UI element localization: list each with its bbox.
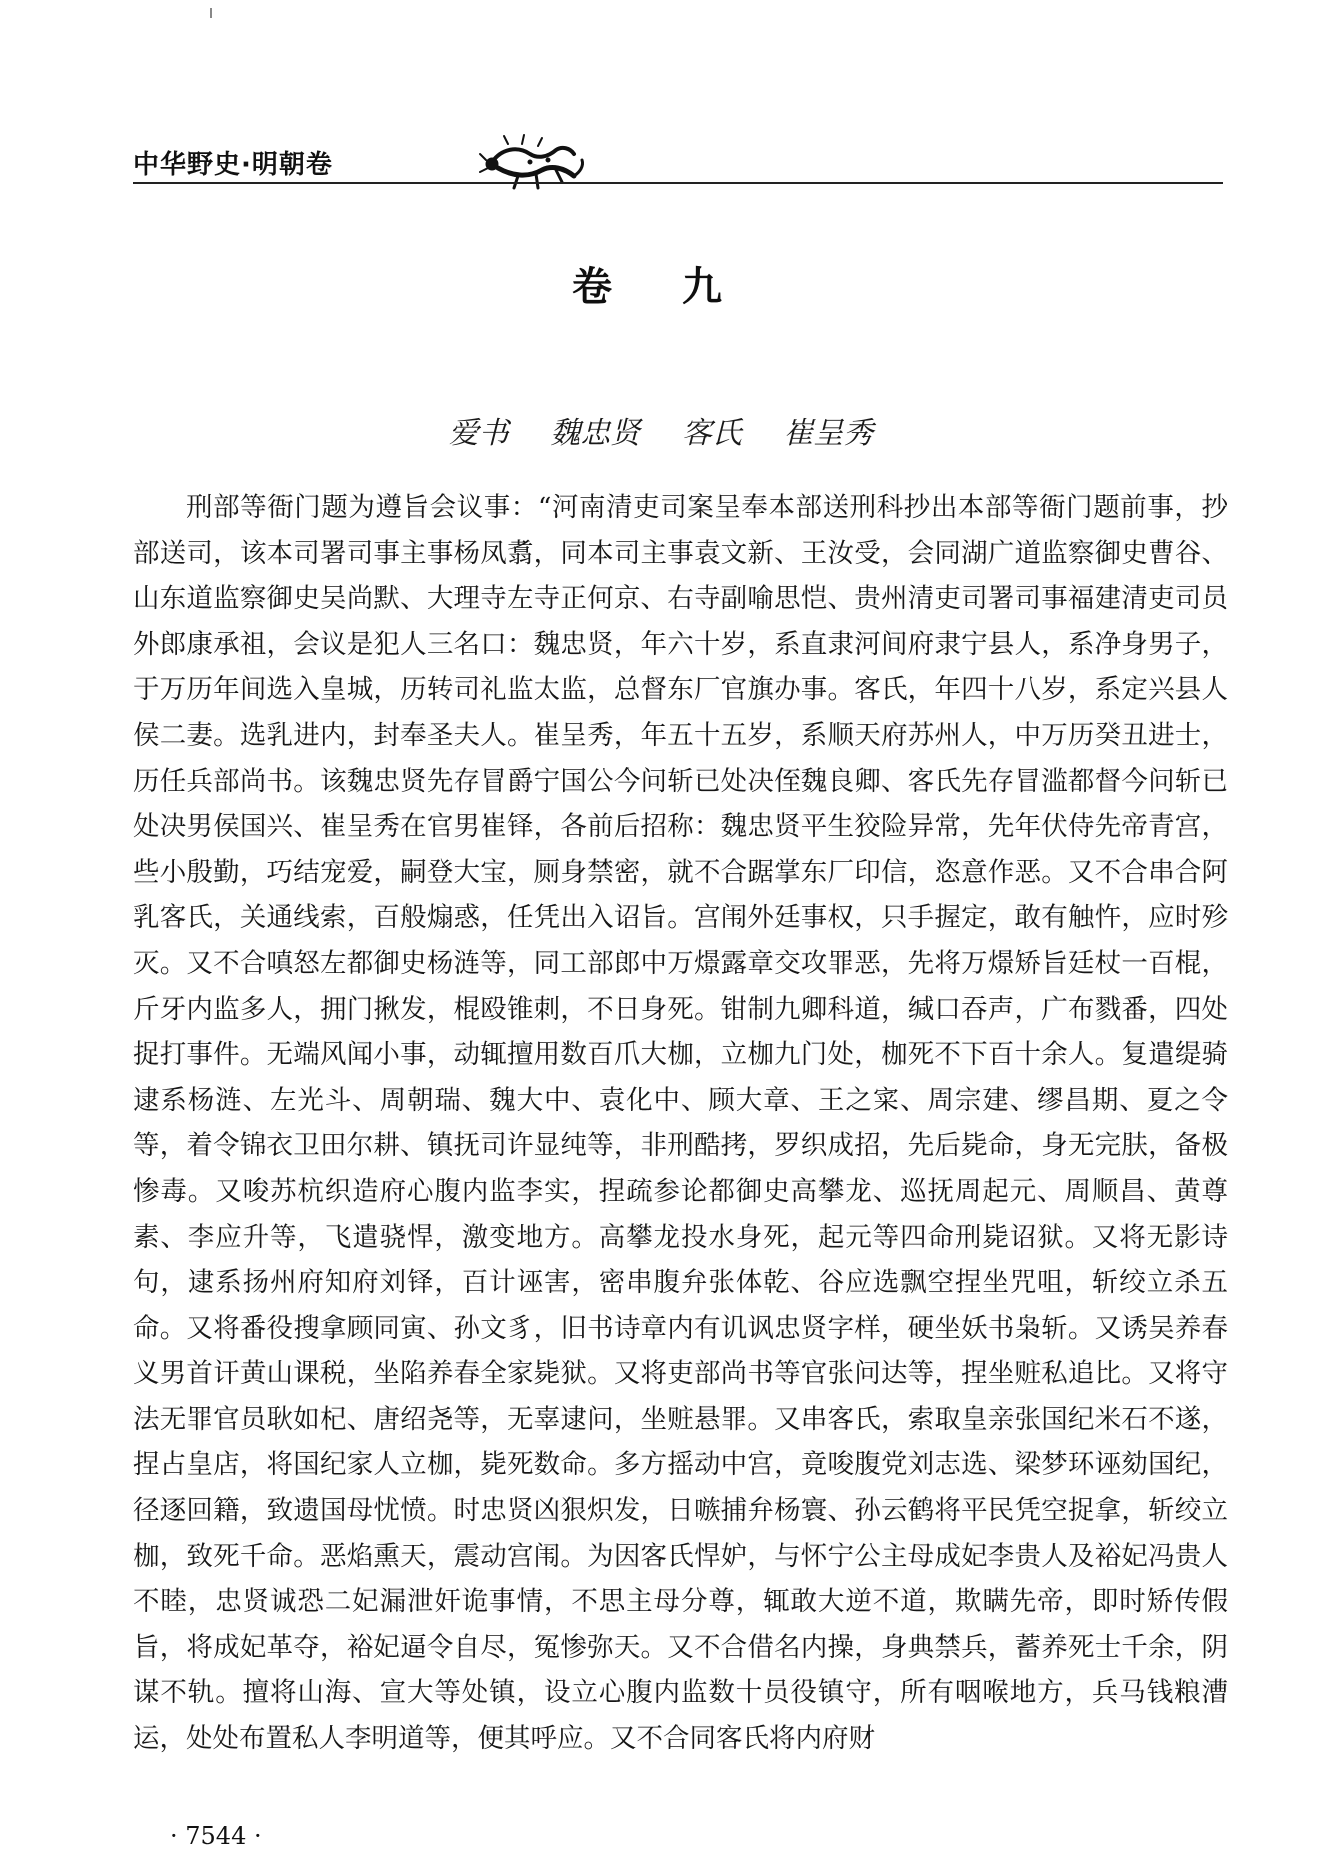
section-title-part: 爱书	[448, 416, 509, 451]
chapter-title: 卷 九	[572, 264, 750, 310]
dragon-ornament-icon	[478, 132, 588, 194]
running-head: 中华野史·明朝卷	[133, 150, 333, 180]
section-title-part: 魏忠贤	[550, 416, 641, 451]
section-title-part: 客氏	[681, 416, 742, 451]
section-title-part: 崔呈秀	[783, 416, 874, 451]
scan-artifact	[210, 8, 212, 18]
body-paragraph: 刑部等衙门题为遵旨会议事：“河南清吏司案呈奉本部送刑科抄出本部等衙门题前事，抄部送司，该本司署司事主事杨凤翥，同本司主事袁文新、王汝受，会同湖广道监察御史曹谷、山东道监察御史吴尚默、大理寺左寺正何京、右寺副喻思恺、贵州清吏司署司事福建清吏司员外郎康承祖，会议是犯人三名口：魏忠贤，年六十岁，系直隶河间府隶宁县人，系净身男子，于万历年间选入皇城，历转司礼监太监，总督东厂官旗办事。客氏，年四十八岁，系定兴县人侯二妻。选乳进内，封奉圣夫人。崔呈秀，年五十五岁，系顺天府苏州人，中万历癸丑进士，历任兵部尚书。该魏忠贤先存冒爵宁国公今问斩已处决侄魏良卿、客氏先存冒滥都督今问斩已处决男侯国兴、崔呈秀在官男崔铎，各前后招称：魏忠贤平生狡险异常，先年伏侍先帝青宫，些小殷勤，巧结宠爱，嗣登大宝，厕身禁密，就不合踞掌东厂印信，恣意作恶。又不合串合阿乳客氏，关通线索，百般煽惑，任凭出入诏旨。宫闱外廷事权，只手握定，敢有触忤，应时殄灭。又不合嗔怒左都御史杨涟等，同工部郎中万燝露章交攻罪恶，先将万燝矫旨廷杖一百棍，斤牙内监多人，拥门揪发，棍殴锥刺，不日身死。钳制九卿科道，缄口吞声，广布戮番，四处捉打事件。无端风闻小事，动辄擅用数百爪大枷，立枷九门处，枷死不下百十余人。复遣缇骑逮系杨涟、左光斗、周朝瑞、魏大中、袁化中、顾大章、王之寀、周宗建、缪昌期、夏之令等，着令锦衣卫田尔耕、镇抚司许显纯等，非刑酷拷，罗织成招，先后毙命，身无完肤，备极惨毒。又唆苏杭织造府心腹内监李实，捏疏参论都御史高攀龙、巡抚周起元、周顺昌、黄尊素、李应升等，飞遣骁悍，激变地方。高攀龙投水身死，起元等四命刑毙诏狱。又将无影诗句，逮系扬州府知府刘铎，百计诬害，密串腹弁张体乾、谷应选飘空捏坐咒咀，斩绞立杀五命。又将番役搜拿顾同寅、孙文豸，旧书诗章内有讥讽忠贤字样，硬坐妖书枭斩。又诱吴养春义男首讦黄山课税，坐陷养春全家毙狱。又将吏部尚书等官张问达等，捏坐赃私追比。又将守法无罪官员耿如杞、唐绍尧等，无辜逮问，坐赃悬罪。又串客氏，索取皇亲张国纪米石不遂，捏占皇店，将国纪家人立枷，毙死数命。多方摇动中宫，竟唆腹党刘志选、梁梦环诬劾国纪，径逐回籍，致遗国母忧愤。时忠贤凶狠炽发，日嗾捕弁杨寰、孙云鹤将平民凭空捉拿，斩绞立枷，致死千命。恶焰熏天，震动宫闱。为因客氏悍妒，与怀宁公主母成妃李贵人及裕妃冯贵人不睦，忠贤诚恐二妃漏泄奸诡事情，不思主母分尊，辄敢大逆不道，欺瞒先帝，即时矫传假旨，将成妃革夺，裕妃逼令自尽，冤惨弥天。又不合借名内操，身典禁兵，蓄养死士千余，阴谋不轨。擅将山海、宣大等处镇，设立心腹内监数十员役镇守，所有咽喉地方，兵马钱粮漕运，处处布置私人李明道等，便其呼应。又不合同客氏将内府财	[133, 492, 1228, 1755]
header-rule	[133, 182, 1223, 184]
section-title	[0, 408, 1322, 452]
page-number: · 7544 ·	[170, 1822, 262, 1850]
body-text	[133, 485, 1228, 1762]
